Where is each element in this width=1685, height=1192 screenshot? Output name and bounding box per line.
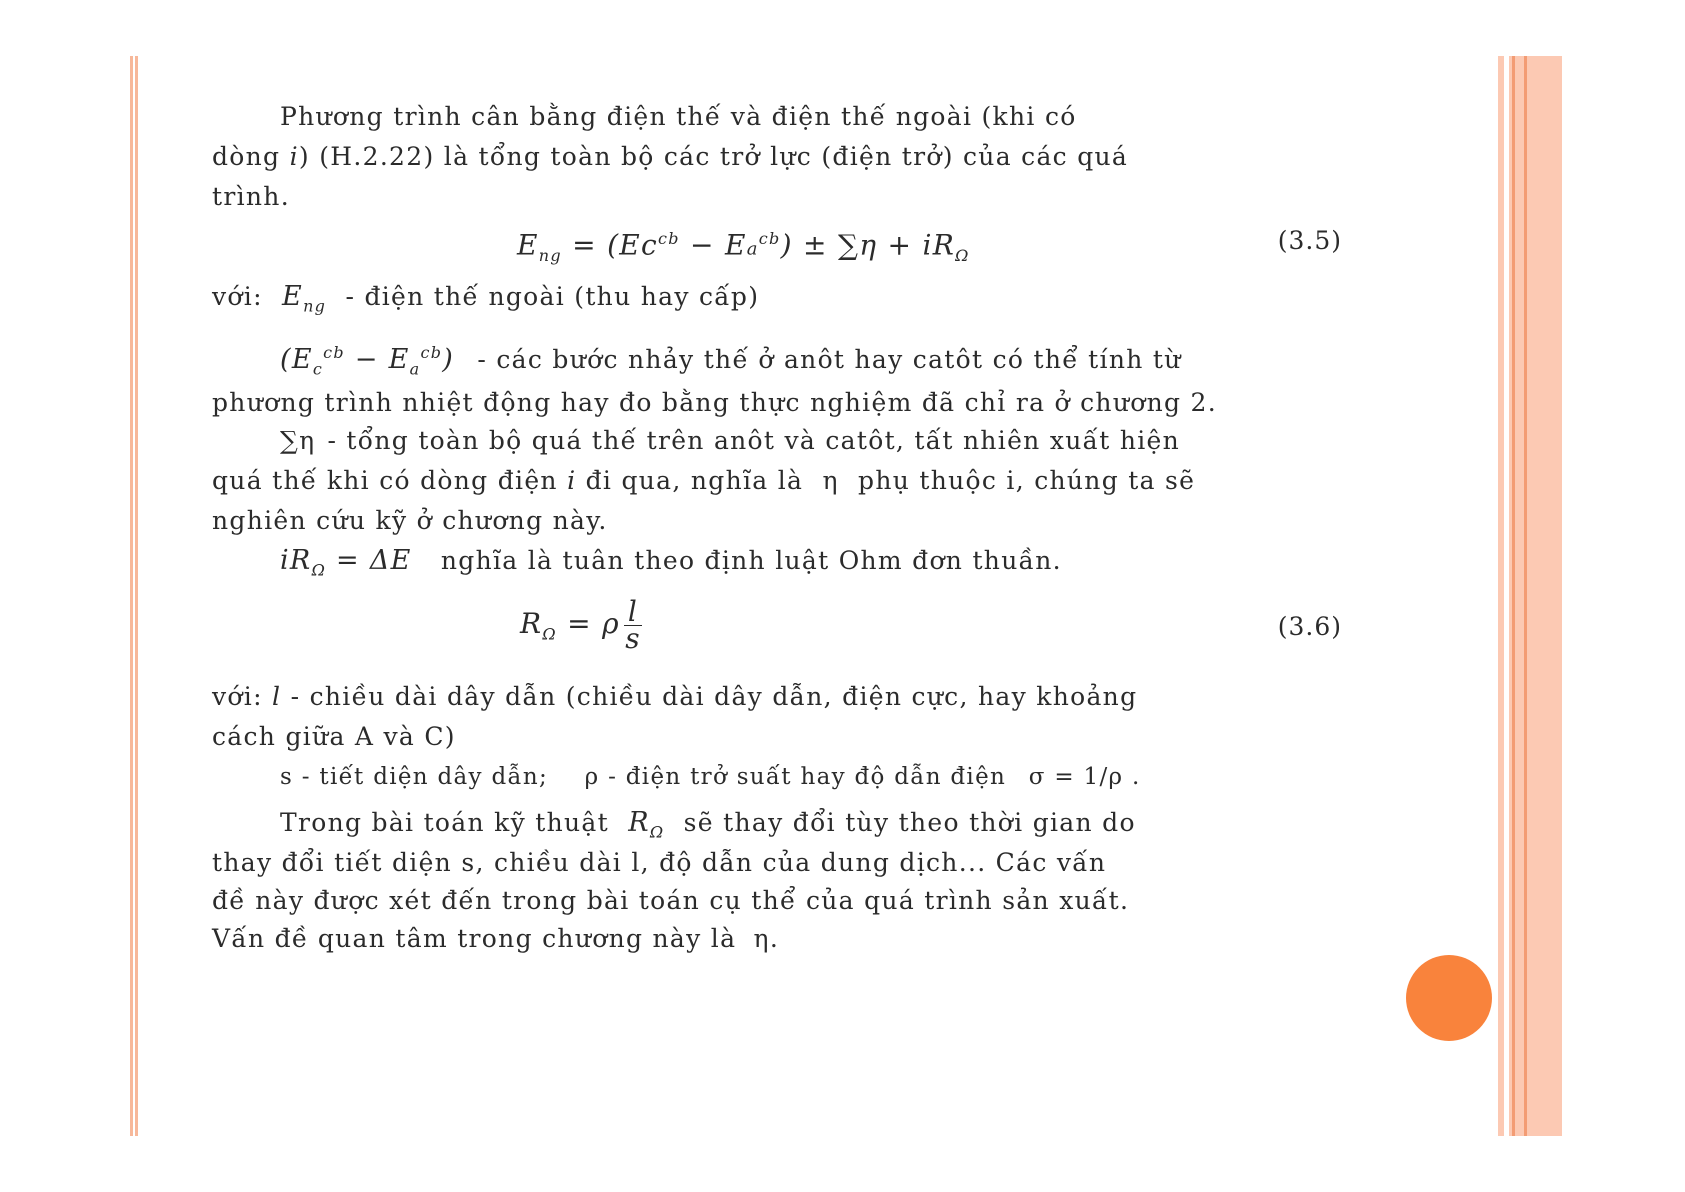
para1-line2: dòng i) (H.2.22) là tổng toàn bộ các trở lực (điện trở) của các quá	[212, 142, 1129, 171]
slide-number-dot	[1406, 955, 1492, 1041]
last-para-line3: đề này được xét đến trong bài toán cụ thể của quá trình sản xuất.	[212, 886, 1130, 915]
with-l-line1: với: l - chiều dài dây dẫn (chiều dài dây dẫn, điện cực, hay khoảng	[212, 682, 1138, 711]
right-band-gap	[1504, 56, 1509, 1136]
equation-3-5-number: (3.5)	[1277, 226, 1342, 255]
equation-3-6: $R_\Omega = \rho$ $\frac{l}{s}$	[520, 595, 641, 655]
with-l-line2: cách giữa A và C)	[212, 722, 456, 751]
para1-line1: Phương trình cân bằng điện thế và điện thế ngoài (khi có	[280, 102, 1077, 131]
equation-3-5: $E_{ng} = (Ec^{cb} - Ea^{cb}) \pm \sum\eta + iR_\Omega$	[517, 228, 970, 265]
sum-line1: ∑η - tổng toàn bộ quá thế trên anôt và catôt, tất nhiên xuất hiện	[280, 426, 1181, 455]
left-border-line	[130, 56, 133, 1136]
equation-3-6-number: (3.6)	[1277, 612, 1342, 641]
with-eng-line: với: $E_{ng}$ - điện thế ngoài (thu hay cấp)	[212, 281, 760, 316]
right-accent-stripe-2	[1524, 56, 1527, 1136]
right-accent-stripe	[1512, 56, 1515, 1136]
last-para-line4: Vấn đề quan tâm trong chương này là η.	[212, 924, 780, 953]
step-line1: $(E_c^{cb} - E_a^{cb})$ - các bước nhảy thế ở anôt hay catôt có thể tính từ	[280, 343, 1182, 379]
ohm-line: $iR_\Omega = \Delta E$ nghĩa là tuân theo định luật Ohm đơn thuần.	[280, 545, 1062, 580]
step-line2: phương trình nhiệt động hay đo bằng thực nghiệm đã chỉ ra ở chương 2.	[212, 388, 1217, 417]
sum-line3: nghiên cứu kỹ ở chương này.	[212, 506, 608, 535]
s-rho-line: s - tiết diện dây dẫn; ρ - điện trở suất hay độ dẫn điện σ = 1/ρ .	[280, 764, 1141, 790]
sum-line2: quá thế khi có dòng điện i đi qua, nghĩa là η phụ thuộc i, chúng ta sẽ	[212, 466, 1196, 495]
para1-line3: trình.	[212, 182, 290, 211]
left-border-line-inner	[135, 56, 138, 1136]
last-para-line2: thay đổi tiết diện s, chiều dài l, độ dẫn của dung dịch... Các vấn	[212, 848, 1107, 877]
last-para-line1: Trong bài toán kỹ thuật $R_\Omega$ sẽ thay đổi tùy theo thời gian do	[280, 807, 1136, 842]
